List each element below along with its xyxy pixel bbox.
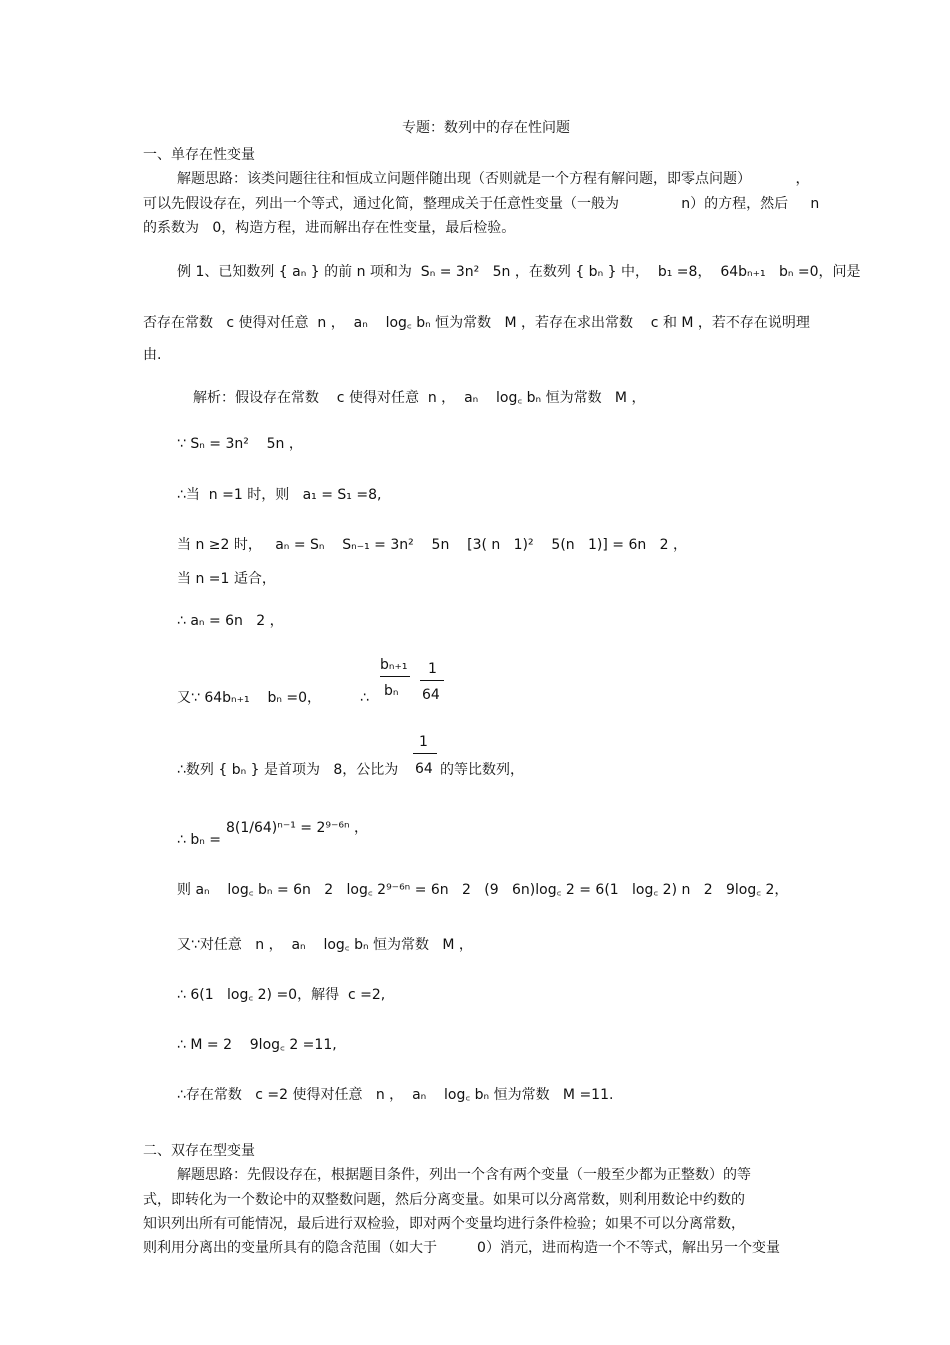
solution-step: ∴数列 { bₙ } 是首项为 8，公比为 (177, 762, 399, 778)
solution-step: 又∵对任意 n ， aₙ log꜀ bₙ 恒为常数 M ， (177, 937, 473, 953)
solution-step: 又∵ 64bₙ₊₁ bₙ =0， (177, 690, 321, 706)
section-1-line-2: 可以先假设存在，列出一个等式，通过化简，整理成关于任意性变量（一般为 n）的方程，然后 n (143, 196, 820, 212)
example-line-3: 由. (143, 347, 162, 363)
solution-step: 当 n =1 适合， (177, 571, 276, 587)
solution-step-formula: 8(1/64)ⁿ⁻¹ = 2⁹⁻⁶ⁿ ， (226, 820, 369, 836)
section-2-line-4: 则利用分离出的变量所具有的隐含范围（如大于 0）消元，进而构造一个不等式，解出另一个变量 (143, 1240, 780, 1256)
solution-step: ∴ 6(1 log꜀ 2) =0，解得 c =2, (177, 987, 386, 1003)
fraction-denominator: 64 (415, 761, 433, 777)
fraction-numerator: bₙ₊₁ (380, 657, 408, 673)
fraction-bar (420, 680, 444, 681)
solution-step: ∴ aₙ = 6n 2 ， (177, 613, 284, 629)
fraction-denominator: bₙ (384, 683, 399, 699)
section-1-line-1: 解题思路：该类问题往往和恒成立问题伴随出现（否则就是一个方程有解问题，即零点问题） ， (177, 171, 810, 187)
solution-step: ∴当 n =1 时，则 a₁ = S₁ =8, (177, 487, 382, 503)
solution-step-tail: 的等比数列， (440, 762, 524, 778)
fraction-bar (413, 753, 437, 754)
solution-intro: 解析：假设存在常数 c 使得对任意 n ， aₙ log꜀ bₙ 恒为常数 M ， (193, 390, 646, 406)
solution-step: 则 aₙ log꜀ bₙ = 6n 2 log꜀ 2⁹⁻⁶ⁿ = 6n 2 (9 6n)log꜀ 2 = 6(1 log꜀ 2) n 2 9log꜀ 2， (177, 882, 789, 898)
section-1-line-3: 的系数为 0，构造方程，进而解出存在性变量，最后检验。 (143, 220, 516, 236)
section-2-line-2: 式，即转化为一个数论中的双整数问题，然后分离变量。如果可以分离常数，则利用数论中约数的 (143, 1192, 745, 1208)
fraction-numerator: 1 (419, 734, 428, 750)
section-2-line-3: 知识列出所有可能情况，最后进行双检验，即对两个变量均进行条件检验；如果不可以分离常数， (143, 1216, 745, 1232)
example-line-2: 否存在常数 c 使得对任意 n ， aₙ log꜀ bₙ 恒为常数 M ，若存在求出常数 c 和 M ，若不存在说明理 (143, 315, 810, 331)
fraction-numerator: 1 (428, 661, 437, 677)
section-2-heading: 二、双存在型变量 (143, 1143, 255, 1159)
section-1-heading: 一、单存在性变量 (143, 147, 255, 163)
section-2-line-1: 解题思路：先假设存在，根据题目条件，列出一个含有两个变量（一般至少都为正整数）的等 (177, 1167, 751, 1183)
therefore-symbol: ∴ (360, 690, 369, 706)
fraction-denominator: 64 (422, 687, 440, 703)
solution-step: ∴ M = 2 9log꜀ 2 =11, (177, 1037, 337, 1053)
example-line-1: 例 1、已知数列 { aₙ } 的前 n 项和为 Sₙ = 3n² 5n ，在数列 { bₙ } 中， b₁ =8， 64bₙ₊₁ bₙ =0，问是 (177, 264, 861, 280)
solution-step: 当 n ≥2 时， aₙ = Sₙ Sₙ₋₁ = 3n² 5n [3( n 1)² 5(n 1)] = 6n 2 ， (177, 537, 687, 553)
fraction-bar (380, 676, 410, 677)
solution-step: ∴ bₙ = (177, 832, 222, 848)
page-title: 专题：数列中的存在性问题 (402, 120, 570, 136)
solution-step: ∵ Sₙ = 3n² 5n ， (177, 436, 303, 452)
solution-conclusion: ∴存在常数 c =2 使得对任意 n ， aₙ log꜀ bₙ 恒为常数 M =11. (177, 1087, 614, 1103)
